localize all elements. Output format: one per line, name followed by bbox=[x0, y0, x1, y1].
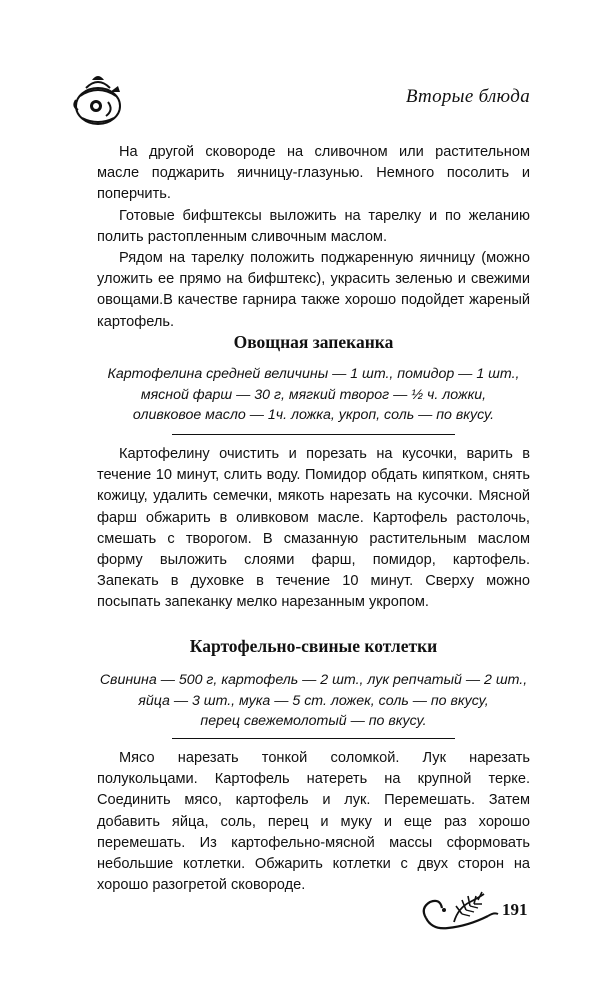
paragraph: На другой сковороде на сливочном или растительном масле поджарить яичницу-глазунью. Немного посолить и поперчить. bbox=[97, 144, 530, 203]
paragraph: Картофелину очистить и порезать на кусочки, варить в течение 10 минут, слить воду. Помидор обдать кипятком, снять кожицу, удалить семечки, мякоть нарезать на кусочки. Мясной фарш обжарить в оливковом масле. Картофель растолочь, смешать с творогом. В смазанную растительным маслом форму выложить слоями фарш, помидор, картофель. Запекать в духовке в течение 10 минут. Сверху можно посыпать запеканку мелко нарезанным укропом. bbox=[97, 446, 530, 611]
ingredients-line: оливковое масло — 1ч. ложка, укроп, соль — по вкусу. bbox=[132, 407, 495, 423]
recipe-method bbox=[97, 444, 530, 614]
ingredients-line: Картофелина средней величины — 1 шт., помидор — 1 шт., bbox=[107, 366, 520, 382]
ingredients-line: Свинина — 500 г, картофель — 2 шт., лук репчатый — 2 шт., bbox=[99, 672, 528, 688]
ingredients-line: перец свежемолотый — по вкусу. bbox=[200, 713, 427, 729]
ingredients-line: яйца — 3 шт., мука — 5 ст. ложек, соль — по вкусу, bbox=[138, 692, 489, 709]
pot-illustration-icon bbox=[66, 66, 130, 130]
ingredients-line: мясной фарш — 30 г, мягкий творог — ½ ч. ложки, bbox=[140, 386, 487, 403]
paragraph: Рядом на тарелку положить поджаренную яичницу (можно уложить ее прямо на бифштекс), украсить зеленью и свежими овощами.В качестве гарнира также хорошо подойдет жареный картофель. bbox=[97, 250, 530, 330]
floral-ornament-icon bbox=[418, 888, 500, 936]
page-number: 191 bbox=[502, 900, 528, 919]
ingredients-list bbox=[97, 364, 530, 426]
recipe-title: Овощная запеканка bbox=[233, 332, 394, 352]
paragraph: Готовые бифштексы выложить на тарелку и по желанию полить растопленным сливочным маслом. bbox=[97, 207, 530, 245]
paragraph: Мясо нарезать тонкой соломкой. Лук нарезать полукольцами. Картофель натереть на крупной терке. Соединить мясо, картофель и лук. Перемешать. Затем добавить яйца, соль, перец и муку и еще раз хорошо перемешать. Из картофельно-мясной массы сформовать небольшие котлетки. Обжарить котлетки с двух сторон на хорошо разогретой сковороде. bbox=[97, 750, 530, 894]
recipe-method bbox=[97, 748, 530, 896]
divider bbox=[97, 738, 530, 739]
intro-text bbox=[97, 142, 530, 333]
divider bbox=[97, 434, 530, 435]
recipe-title: Картофельно-свиные котлетки bbox=[189, 636, 438, 656]
running-header: Вторые блюда bbox=[405, 86, 530, 107]
ingredients-list bbox=[97, 670, 530, 732]
